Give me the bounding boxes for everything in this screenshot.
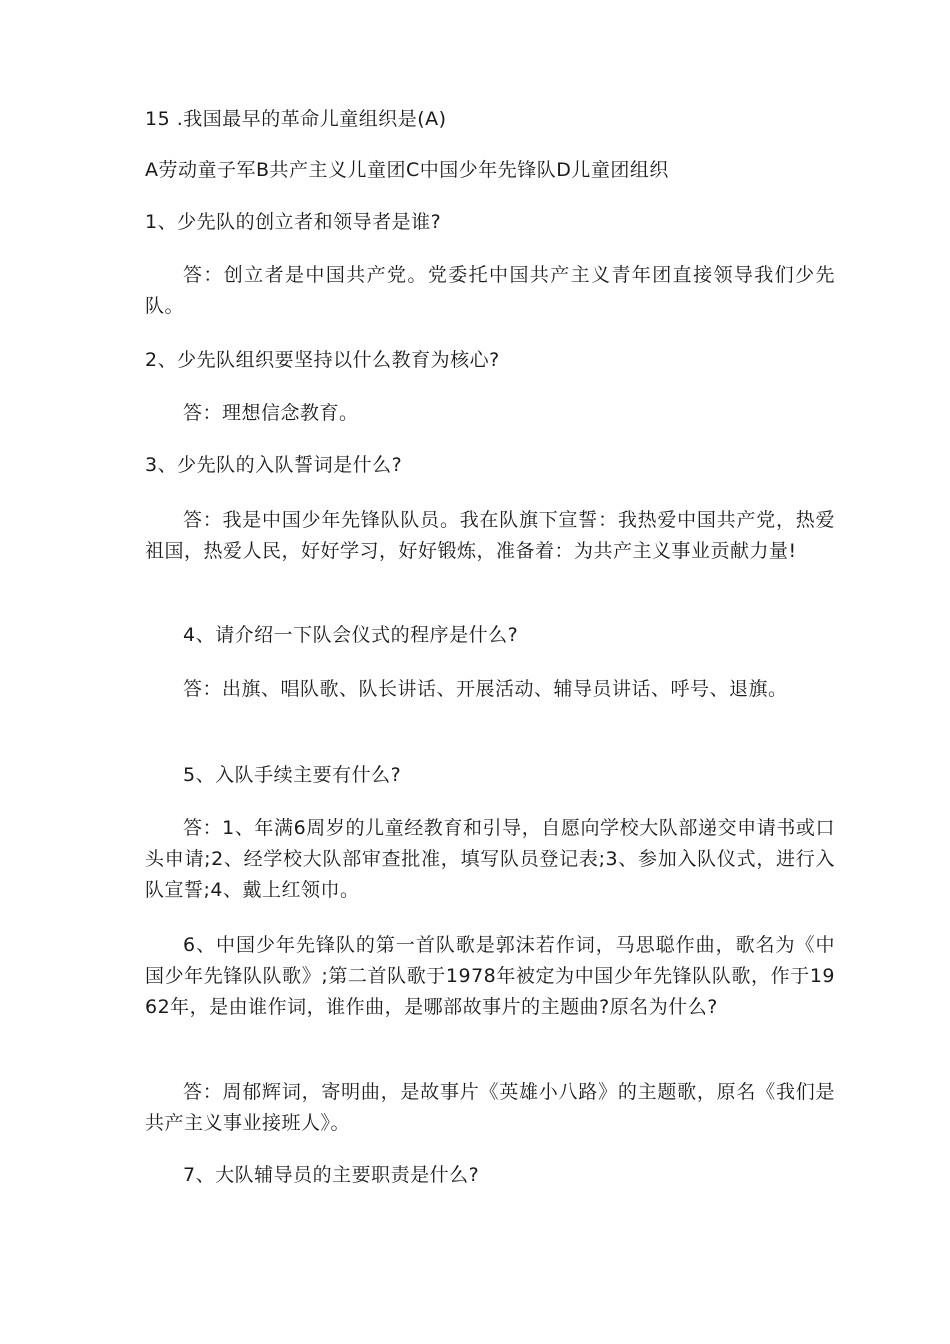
question-3: 3、少先队的入队誓词是什么?: [145, 454, 403, 476]
question-2: 2、少先队组织要坚持以什么教育为核心?: [145, 349, 500, 371]
answer-3: 答：我是中国少年先锋队队员。我在队旗下宣誓：我热爱中国共产党，热爱祖国，热爱人民，好好学习，好好锻炼，准备着：为共产主义事业贡献力量!: [145, 509, 835, 562]
question-6: 6、中国少年先锋队的第一首队歌是郭沫若作词，马思聪作曲，歌名为《中国少年先锋队队歌》;第二首队歌于1978年被定为中国少年先锋队队歌，作于1962年，是由谁作词，谁作曲，是哪部故事片的主题曲?原名为什么?: [145, 934, 835, 1018]
question-4: 4、请介绍一下队会仪式的程序是什么?: [183, 624, 519, 646]
question-5: 5、入队手续主要有什么?: [183, 764, 402, 786]
question-7: 7、大队辅导员的主要职责是什么?: [183, 1164, 480, 1186]
answer-6: 答：周郁辉词，寄明曲，是故事片《英雄小八路》的主题歌，原名《我们是共产主义事业接班人》。: [145, 1081, 835, 1134]
question-15-options: A劳动童子军B共产主义儿童团C中国少年先锋队D儿童团组织: [145, 159, 669, 181]
answer-4: 答：出旗、唱队歌、队长讲话、开展活动、辅导员讲话、呼号、退旗。: [183, 678, 788, 700]
answer-1: 答：创立者是中国共产党。党委托中国共产主义青年团直接领导我们少先队。: [145, 264, 835, 317]
question-15: 15 .我国最早的革命儿童组织是(A): [145, 108, 447, 130]
answer-5: 答：1、年满6周岁的儿童经教育和引导，自愿向学校大队部递交申请书或口头申请;2、经学校大队部审查批准，填写队员登记表;3、参加入队仪式，进行入队宣誓;4、戴上红领巾。: [145, 817, 835, 901]
answer-2: 答：理想信念教育。: [183, 402, 359, 424]
question-1: 1、少先队的创立者和领导者是谁?: [145, 211, 442, 233]
